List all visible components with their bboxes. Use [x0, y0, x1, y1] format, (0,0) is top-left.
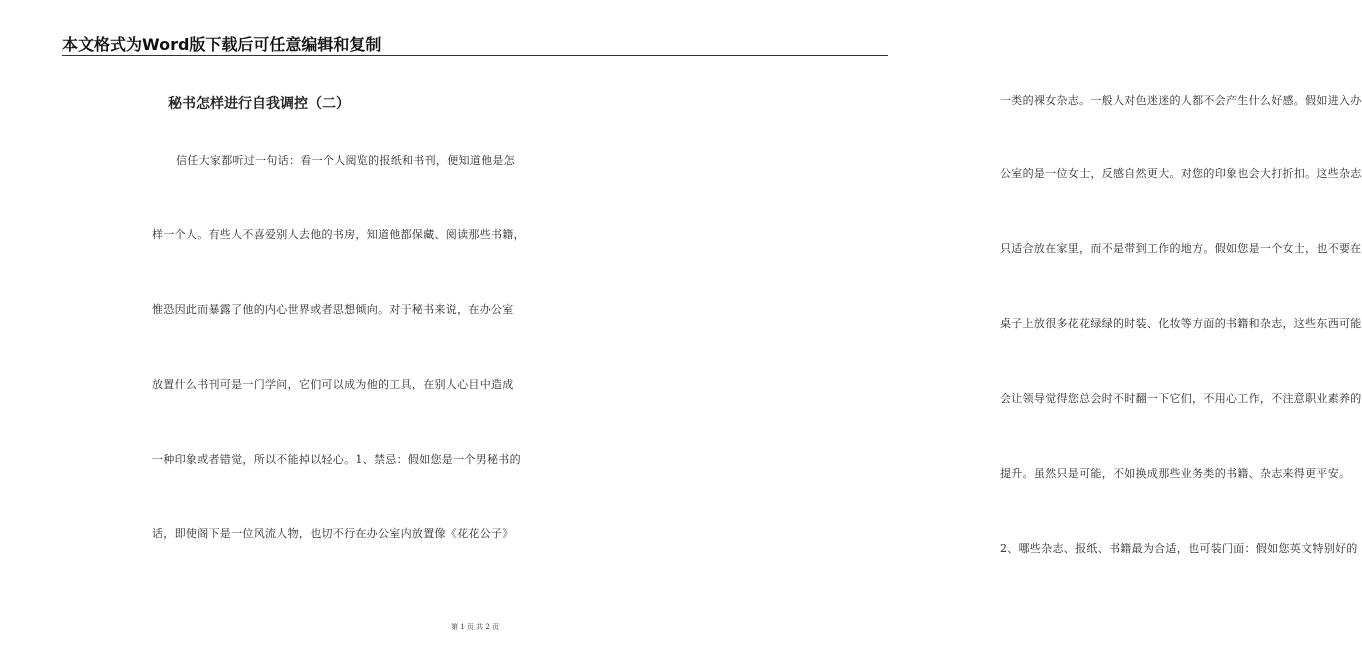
paragraph-line: 惟恐因此而暴露了他的内心世界或者思想倾向。对于秘书来说，在办公室 [152, 303, 514, 316]
paragraph-line: 话，即使阁下是一位风流人物，也切不行在办公室内放置像《花花公子》 [152, 527, 514, 540]
paragraph-line: 信任大家都听过一句话：看一个人阅览的报纸和书刊，便知道他是怎 [176, 154, 515, 167]
paragraph-line: 提升。虽然只是可能，不如换成那些业务类的书籍、杂志来得更平安。 [1000, 467, 1351, 480]
paragraph-line: 只适合放在家里，而不是带到工作的地方。假如您是一个女士，也不要在 [1000, 242, 1362, 255]
header-text: 本文格式为Word版下载后可任意编辑和复制 [62, 35, 382, 54]
paragraph-line: 会让领导觉得您总会时不时翻一下它们，不用心工作，不注意职业素养的 [1000, 392, 1362, 405]
document-title: 秘书怎样进行自我调控（二） [168, 96, 350, 112]
page-header [62, 30, 888, 54]
page-number: 第 1 页 共 2 页 [450, 623, 500, 631]
paragraph-line: 一种印象或者错觉，所以不能掉以轻心。1、禁忌：假如您是一个男秘书的 [152, 453, 521, 466]
paragraph-line: 桌子上放很多花花绿绿的时装、化妆等方面的书籍和杂志，这些东西可能 [1000, 317, 1362, 330]
header-divider [62, 55, 888, 56]
paragraph-line: 放置什么书刊可是一门学问，它们可以成为他的工具，在别人心目中造成 [152, 378, 514, 391]
paragraph-line: 样一个人。有些人不喜爱别人去他的书房，知道他都保藏、阅读那些书籍， [152, 228, 525, 241]
paragraph-line: 一类的裸女杂志。一般人对色迷迷的人都不会产生什么好感。假如进入办 [1000, 94, 1362, 107]
paragraph-line: 公室的是一位女士，反感自然更大。对您的印象也会大打折扣。这些杂志 [1000, 167, 1362, 180]
paragraph-line: 2、哪些杂志、报纸、书籍最为合适，也可装门面：假如您英文特别好的 [1000, 542, 1358, 555]
